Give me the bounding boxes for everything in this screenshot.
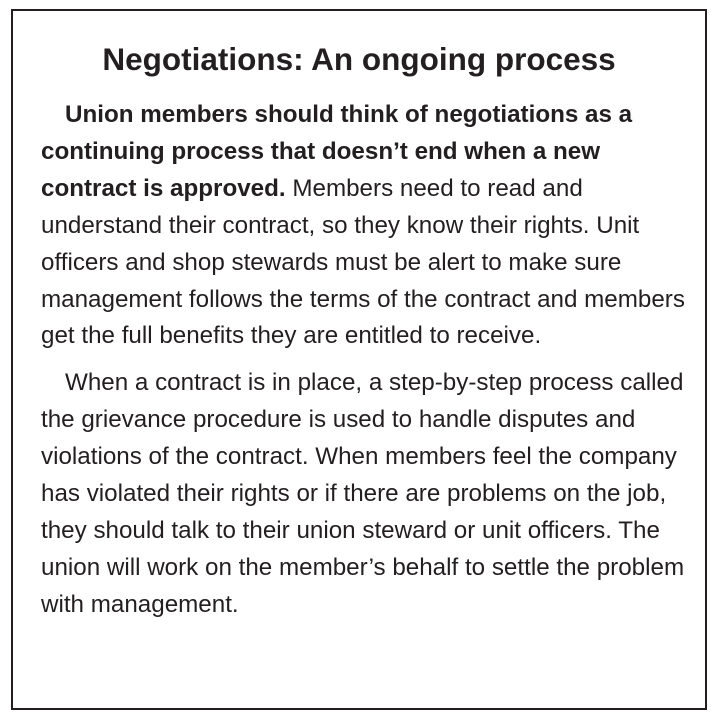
sidebar-box [11,9,707,710]
paragraph-rest: Members need to read and understand their contract, so they know their rights. Unit officers and shop stewards must be alert to make sure management follows the terms of the contract and members get the full benefits they are entitled to receive. [41,174,685,350]
paragraph-negotiations [41,97,691,355]
box-title: Negotiations: An ongoing process [102,41,616,77]
box-body [41,97,691,624]
paragraph-grievance: When a contract is in place, a step-by-step process called the grievance procedure is used to handle disputes and violations of the contract. When members feel the company has violated their rights or if there are problems on the job, they should talk to their union steward or unit officers. The union will work on the member’s behalf to settle the problem with management. [41,369,685,618]
paragraph-lead-bold: Union members should think of negotiations as a continuing process that doesn’t end when a new contract is approved. [41,101,633,202]
